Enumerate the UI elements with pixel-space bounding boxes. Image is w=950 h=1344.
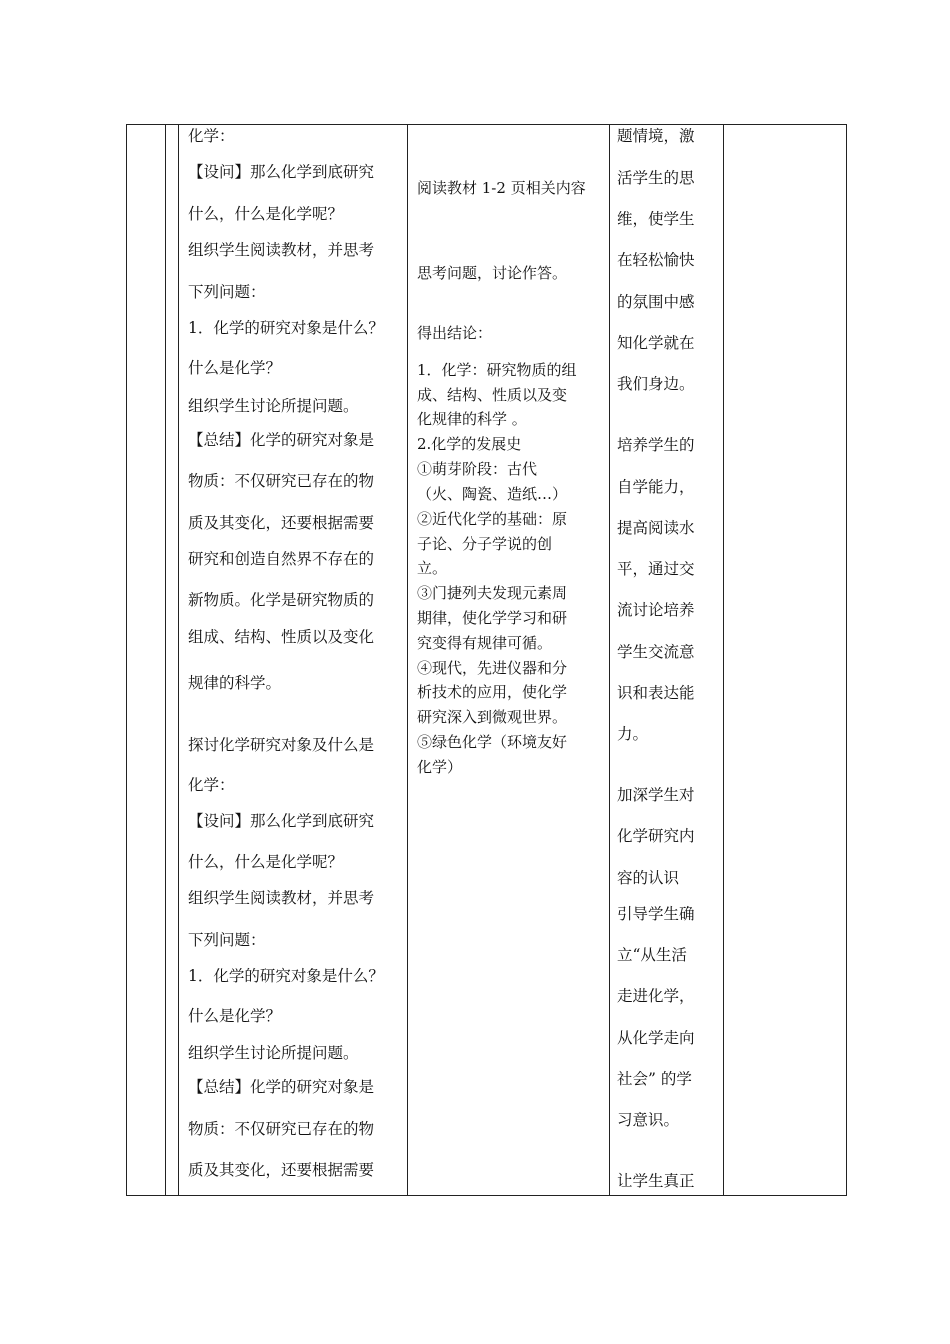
text-line: 组织学生阅读教材，并思考: [188, 889, 375, 907]
text-line: 【设问】那么化学到底研究: [188, 812, 375, 830]
text-line: 质及其变化，还要根据需要: [188, 1161, 375, 1179]
text-line: 析技术的应用，使化学: [417, 683, 568, 701]
column-divider: [165, 124, 166, 1196]
column-divider: [609, 124, 610, 1196]
text-line: 让学生真正: [617, 1172, 695, 1190]
text-line: 活学生的思: [617, 169, 695, 187]
text-line: 期律，使化学学习和研: [417, 609, 568, 627]
text-line: 成、结构、性质以及变: [417, 386, 568, 404]
text-line: 什么是化学？: [188, 1007, 282, 1025]
text-line: 题情境，激: [617, 127, 695, 145]
text-line: 提高阅读水: [617, 519, 695, 537]
text-line: 容的认识: [617, 869, 680, 887]
text-line: 下列问题：: [188, 931, 266, 949]
text-line: 组织学生阅读教材，并思考: [188, 241, 375, 259]
text-line: 平，通过交: [617, 560, 695, 578]
text-line: 化学：: [188, 127, 235, 145]
text-line: 研究和创造自然界不存在的: [188, 550, 375, 568]
text-line: 物质：不仅研究已存在的物: [188, 1120, 375, 1138]
text-line: 思考问题，讨论作答。: [417, 264, 568, 282]
text-line: ③门捷列夫发现元素周: [417, 584, 568, 602]
text-line: 规律的科学。: [188, 674, 282, 692]
text-line: 什么，什么是化学呢？: [188, 853, 344, 871]
text-line: 社会” 的学: [617, 1070, 692, 1088]
text-line: 引导学生确: [617, 905, 695, 923]
text-line: 维，使学生: [617, 210, 695, 228]
text-line: 组成、结构、性质以及变化: [188, 628, 375, 646]
text-line: 1．化学的研究对象是什么？: [188, 967, 384, 985]
text-line: 化规律的科学 。: [417, 410, 527, 428]
text-line: 什么，什么是化学呢？: [188, 205, 344, 223]
text-line: 研究深入到微观世界。: [417, 708, 568, 726]
text-line: （火、陶瓷、造纸…）: [417, 485, 568, 503]
text-line: 的氛围中感: [617, 293, 695, 311]
text-line: 下列问题：: [188, 283, 266, 301]
text-line: 化学研究内: [617, 827, 695, 845]
text-line: 习意识。: [617, 1111, 680, 1129]
text-line: 【总结】化学的研究对象是: [188, 1078, 375, 1096]
text-line: 自学能力，: [617, 478, 695, 496]
column-divider: [407, 124, 408, 1196]
text-line: 走进化学，: [617, 987, 695, 1005]
text-line: 新物质。化学是研究物质的: [188, 591, 375, 609]
text-line: 子论、分子学说的创: [417, 535, 553, 553]
text-line: 1．化学的研究对象是什么？: [188, 319, 384, 337]
text-line: 2.化学的发展史: [417, 435, 522, 453]
text-line: 究变得有规律可循。: [417, 634, 553, 652]
text-line: 组织学生讨论所提问题。: [188, 397, 359, 415]
text-line: 质及其变化，还要根据需要: [188, 514, 375, 532]
text-line: 培养学生的: [617, 436, 695, 454]
text-line: 学生交流意: [617, 643, 695, 661]
text-line: 探讨化学研究对象及什么是: [188, 736, 375, 754]
text-line: 知化学就在: [617, 334, 695, 352]
text-line: 力。: [617, 725, 649, 743]
text-line: ④现代，先进仪器和分: [417, 659, 568, 677]
text-line: 流讨论培养: [617, 601, 695, 619]
text-line: 化学：: [188, 776, 235, 794]
text-line: 在轻松愉快: [617, 251, 695, 269]
text-line: 1．化学：研究物质的组: [417, 361, 577, 379]
text-line: 立“从生活: [617, 946, 687, 964]
text-line: ②近代化学的基础：原: [417, 510, 568, 528]
text-line: 【设问】那么化学到底研究: [188, 163, 375, 181]
text-line: 得出结论：: [417, 324, 493, 342]
text-line: 阅读教材 1-2 页相关内容: [417, 179, 586, 197]
text-line: 什么是化学？: [188, 359, 282, 377]
text-line: 立。: [417, 559, 448, 577]
text-line: 我们身边。: [617, 375, 695, 393]
text-line: ①萌芽阶段：古代: [417, 460, 538, 478]
text-line: 加深学生对: [617, 786, 695, 804]
text-line: ⑤绿色化学（环境友好: [417, 733, 568, 751]
text-line: 【总结】化学的研究对象是: [188, 431, 375, 449]
column-divider: [178, 124, 179, 1196]
text-line: 化学）: [417, 758, 463, 776]
text-line: 物质：不仅研究已存在的物: [188, 472, 375, 490]
text-line: 从化学走向: [617, 1029, 695, 1047]
text-line: 组织学生讨论所提问题。: [188, 1044, 359, 1062]
text-line: 识和表达能: [617, 684, 695, 702]
column-divider: [723, 124, 724, 1196]
